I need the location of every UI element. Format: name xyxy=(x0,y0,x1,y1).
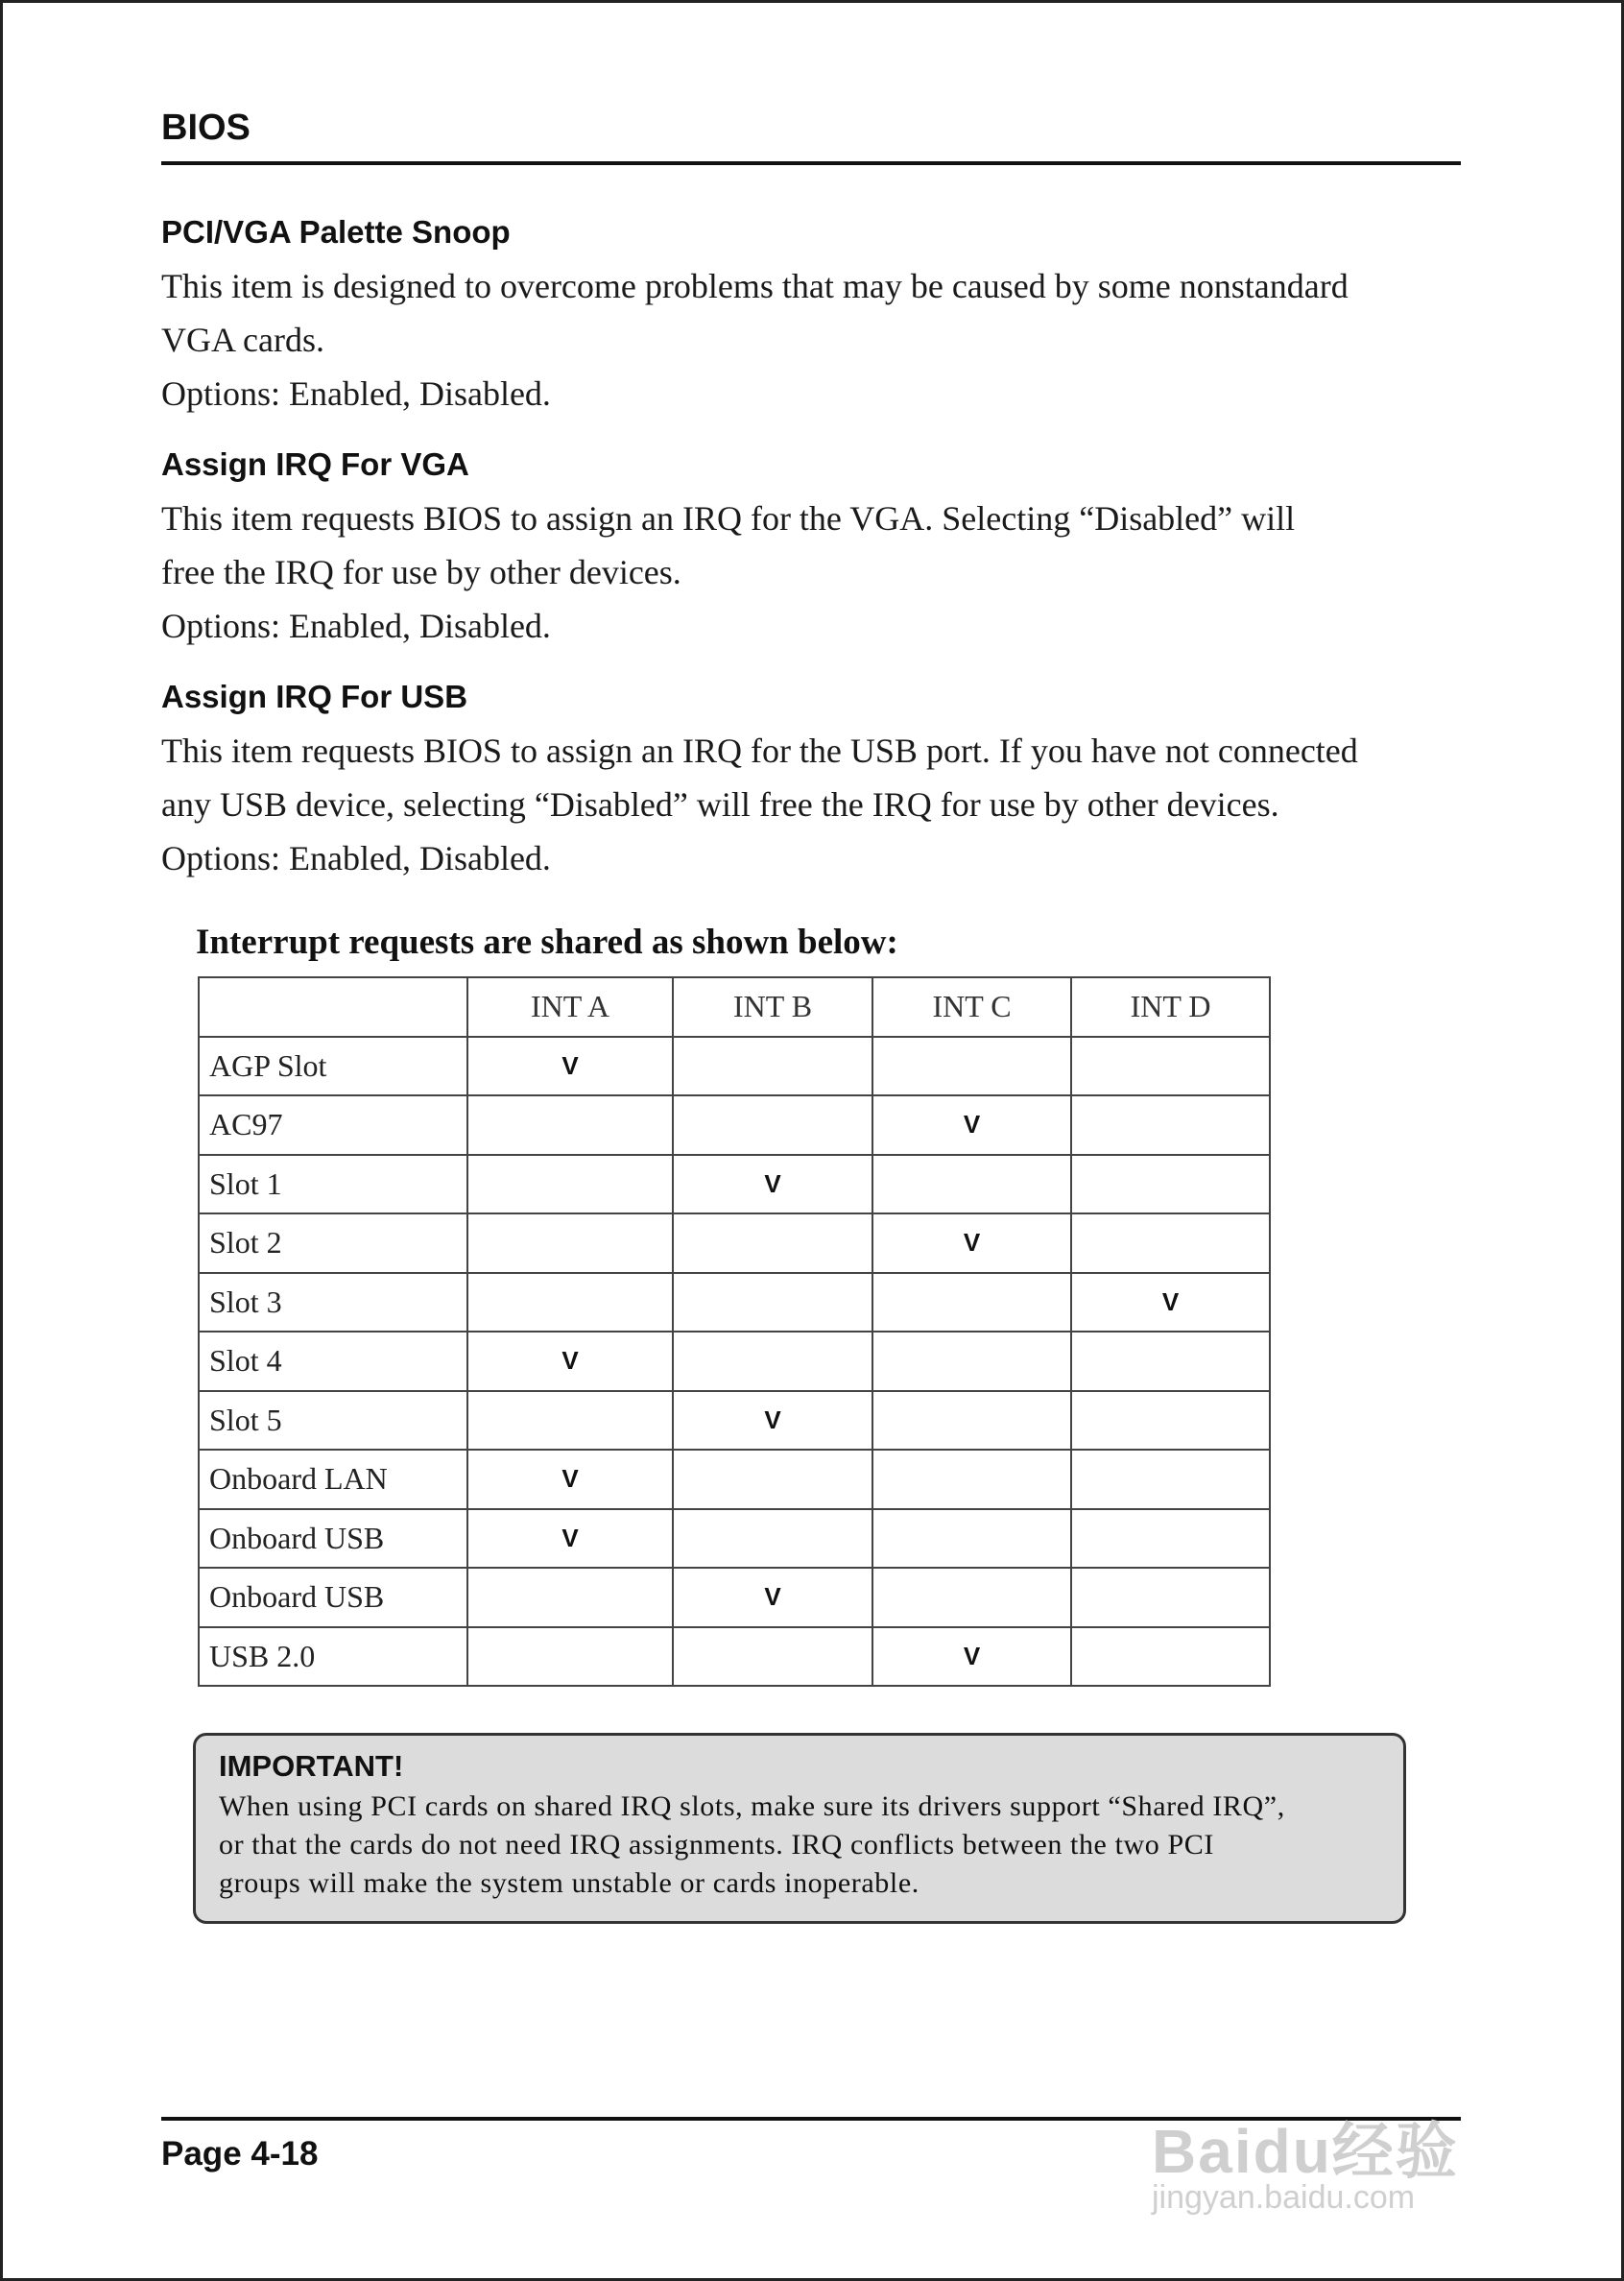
device-name-cell: AGP Slot xyxy=(199,1037,467,1096)
irq-assignment-cell xyxy=(673,1332,872,1391)
important-line: or that the cards do not need IRQ assignments. IRQ conflicts between the two PCI xyxy=(219,1829,1214,1861)
irq-assignment-cell: V xyxy=(467,1037,673,1096)
section-options: Options: Enabled, Disabled. xyxy=(161,374,551,413)
irq-assignment-cell xyxy=(872,1332,1071,1391)
device-name-cell: Onboard LAN xyxy=(199,1450,467,1509)
device-name-cell: Slot 2 xyxy=(199,1213,467,1273)
device-name-cell: Onboard USB xyxy=(199,1509,467,1569)
table-row xyxy=(199,1627,1270,1687)
irq-assignment-cell xyxy=(1071,1037,1270,1096)
irq-assignment-cell: V xyxy=(467,1332,673,1391)
table-row xyxy=(199,1509,1270,1569)
device-name-cell: Slot 1 xyxy=(199,1155,467,1214)
irq-assignment-cell xyxy=(673,1273,872,1333)
irq-assignment-cell xyxy=(467,1273,673,1333)
irq-assignment-cell xyxy=(467,1627,673,1687)
irq-assignment-cell xyxy=(872,1391,1071,1451)
irq-assignment-cell xyxy=(673,1509,872,1569)
irq-assignment-cell: V xyxy=(1071,1273,1270,1333)
column-header: INT B xyxy=(673,977,872,1037)
important-line: groups will make the system unstable or cards inoperable. xyxy=(219,1867,919,1899)
irq-assignment-cell xyxy=(673,1213,872,1273)
table-row xyxy=(199,1391,1270,1451)
device-name-cell: AC97 xyxy=(199,1095,467,1155)
irq-assignment-cell: V xyxy=(872,1095,1071,1155)
irq-assignment-cell xyxy=(673,1037,872,1096)
irq-assignment-cell xyxy=(1071,1450,1270,1509)
irq-assignment-cell xyxy=(673,1627,872,1687)
important-notice-box xyxy=(193,1733,1406,1924)
irq-assignment-cell: V xyxy=(872,1627,1071,1687)
header-divider xyxy=(161,161,1461,165)
device-name-cell: Slot 4 xyxy=(199,1332,467,1391)
section-line: This item requests BIOS to assign an IRQ for the USB port. If you have not connected xyxy=(161,732,1358,770)
table-row xyxy=(199,1568,1270,1627)
important-text xyxy=(219,1788,1380,1903)
irq-assignment-cell xyxy=(467,1155,673,1214)
irq-assignment-cell: V xyxy=(872,1213,1071,1273)
irq-assignment-cell xyxy=(467,1213,673,1273)
content-body xyxy=(161,213,1467,910)
section-title: PCI/VGA Palette Snoop xyxy=(161,214,511,250)
table-row xyxy=(199,1155,1270,1214)
irq-assignment-cell: V xyxy=(673,1391,872,1451)
table-body xyxy=(199,1037,1270,1687)
table-row xyxy=(199,1332,1270,1391)
irq-assignment-cell xyxy=(1071,1213,1270,1273)
baidu-watermark xyxy=(1152,2035,1536,2227)
column-header: INT C xyxy=(872,977,1071,1037)
irq-assignment-cell xyxy=(872,1568,1071,1627)
device-name-cell: Slot 5 xyxy=(199,1391,467,1451)
section-line: VGA cards. xyxy=(161,321,324,359)
section-options: Options: Enabled, Disabled. xyxy=(161,839,551,877)
table-row xyxy=(199,1095,1270,1155)
page-header-title: BIOS xyxy=(161,108,251,148)
irq-assignment-cell xyxy=(872,1273,1071,1333)
irq-assignment-cell xyxy=(872,1155,1071,1214)
table-row xyxy=(199,1213,1270,1273)
irq-assignment-cell xyxy=(872,1450,1071,1509)
irq-assignment-cell xyxy=(1071,1391,1270,1451)
irq-assignment-cell xyxy=(872,1509,1071,1569)
irq-assignment-cell xyxy=(673,1095,872,1155)
table-row xyxy=(199,1450,1270,1509)
table-row xyxy=(199,1037,1270,1096)
watermark-url: jingyan.baidu.com xyxy=(1152,2179,1416,2216)
page-number: Page 4-18 xyxy=(161,2135,319,2173)
irq-assignment-cell xyxy=(1071,1155,1270,1214)
watermark-logo: Baidu经验 xyxy=(1152,2117,1459,2186)
irq-assignment-cell xyxy=(467,1095,673,1155)
irq-assignment-cell: V xyxy=(673,1155,872,1214)
irq-assignment-cell xyxy=(1071,1568,1270,1627)
irq-assignment-cell xyxy=(1071,1627,1270,1687)
important-line: When using PCI cards on shared IRQ slots, make sure its drivers support “Shared IRQ”, xyxy=(219,1790,1285,1822)
irq-table-title: Interrupt requests are shared as shown below: xyxy=(196,923,898,962)
irq-assignment-cell xyxy=(1071,1332,1270,1391)
table-row xyxy=(199,1273,1270,1333)
device-name-cell: USB 2.0 xyxy=(199,1627,467,1687)
irq-assignment-cell xyxy=(467,1391,673,1451)
irq-assignment-cell: V xyxy=(467,1509,673,1569)
section-options: Options: Enabled, Disabled. xyxy=(161,607,551,645)
section-line: free the IRQ for use by other devices. xyxy=(161,553,681,591)
irq-assignment-cell xyxy=(467,1568,673,1627)
device-name-cell: Slot 3 xyxy=(199,1273,467,1333)
irq-assignment-cell xyxy=(1071,1509,1270,1569)
irq-assignment-cell xyxy=(673,1450,872,1509)
section-line: This item is designed to overcome problems that may be caused by some nonstandard xyxy=(161,267,1349,305)
important-title: IMPORTANT! xyxy=(219,1749,404,1783)
section-line: any USB device, selecting “Disabled” will free the IRQ for use by other devices. xyxy=(161,785,1279,824)
section-assign-irq-vga xyxy=(161,445,1467,653)
irq-assignment-cell: V xyxy=(673,1568,872,1627)
irq-assignment-cell xyxy=(872,1037,1071,1096)
section-line: This item requests BIOS to assign an IRQ for the VGA. Selecting “Disabled” will xyxy=(161,499,1296,538)
device-name-cell: Onboard USB xyxy=(199,1568,467,1627)
column-header: INT A xyxy=(467,977,673,1037)
column-header xyxy=(199,977,467,1037)
section-assign-irq-usb xyxy=(161,678,1467,885)
column-header: INT D xyxy=(1071,977,1270,1037)
irq-assignment-cell xyxy=(1071,1095,1270,1155)
irq-assignment-cell: V xyxy=(467,1450,673,1509)
irq-sharing-table xyxy=(198,976,1271,1687)
section-title: Assign IRQ For USB xyxy=(161,679,468,714)
section-title: Assign IRQ For VGA xyxy=(161,446,469,482)
section-pci-vga-palette-snoop xyxy=(161,213,1467,420)
table-header-row xyxy=(199,977,1270,1037)
